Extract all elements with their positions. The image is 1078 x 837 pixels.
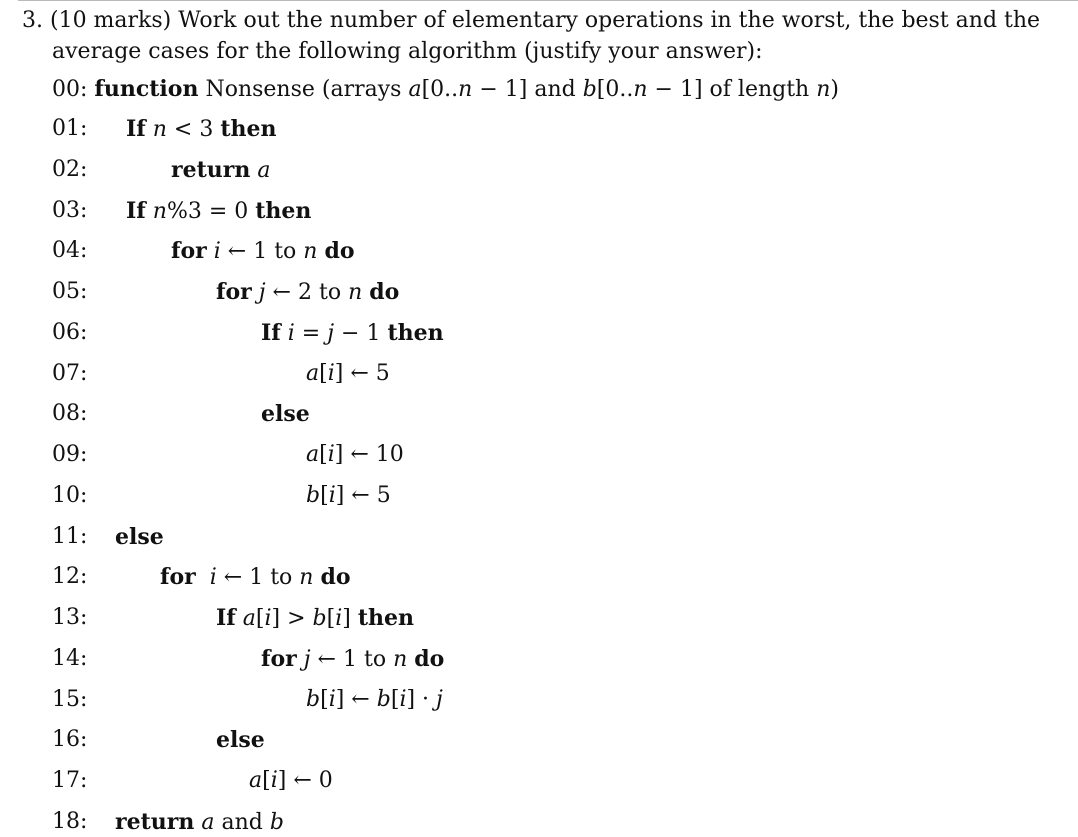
code-token: i: [328, 687, 336, 712]
code-token: then: [255, 198, 312, 224]
line-number: 02:: [52, 157, 88, 182]
code-token: [0..: [421, 77, 459, 102]
code-token: ← 1 to: [220, 239, 304, 264]
code-token: b: [306, 687, 321, 712]
line-number: 15:: [52, 687, 88, 712]
line-number: 17:: [52, 768, 88, 793]
code-statement: [249, 767, 333, 795]
code-token: then: [220, 116, 277, 142]
code-token: [: [326, 606, 336, 631]
code-token: [146, 117, 153, 142]
code-token: n: [299, 565, 314, 590]
code-token: − 1: [334, 321, 388, 346]
line-number: 11:: [52, 524, 88, 549]
code-token: i: [270, 768, 278, 793]
code-statement: [306, 686, 443, 714]
code-token: [207, 239, 214, 264]
code-token: function: [94, 76, 199, 102]
code-token: i: [209, 565, 217, 590]
code-statement: [126, 197, 311, 226]
code-token: ): [830, 77, 839, 102]
code-token: for: [160, 564, 196, 590]
code-token: j: [327, 321, 335, 346]
code-token: a: [249, 768, 263, 793]
code-token: If: [126, 198, 146, 224]
code-token: i: [335, 606, 343, 631]
code-token: do: [414, 646, 445, 672]
code-statement: [115, 808, 284, 837]
code-token: ] ← 5: [334, 361, 390, 386]
code-token: [196, 565, 210, 590]
code-token: [: [262, 768, 271, 793]
code-token: If: [126, 116, 146, 142]
code-token: i: [264, 606, 272, 631]
code-statement: [261, 645, 444, 674]
line-number: 03:: [52, 198, 88, 223]
code-token: do: [324, 238, 355, 264]
code-token: ] >: [271, 606, 313, 631]
code-token: i: [213, 239, 221, 264]
code-token: ] ← 10: [334, 442, 404, 467]
code-token: i: [399, 687, 407, 712]
question-line-1: 3. (10 marks) Work out the number of elementary operations in the worst, the best and the: [22, 8, 1041, 33]
code-statement: [306, 441, 404, 469]
code-token: [: [255, 606, 265, 631]
question-prompt: [22, 5, 1062, 67]
code-token: n: [152, 199, 167, 224]
code-token: [: [320, 483, 329, 508]
line-number: 05:: [52, 279, 88, 304]
code-token: b: [269, 810, 284, 835]
code-statement: [306, 482, 391, 510]
code-token: b: [306, 483, 321, 508]
code-token: then: [387, 320, 444, 346]
code-statement: [306, 360, 390, 388]
line-number: 14:: [52, 646, 88, 671]
line-number: 10:: [52, 483, 88, 508]
code-token: [252, 280, 259, 305]
line-number: 13:: [52, 605, 88, 630]
code-token: do: [369, 279, 400, 305]
code-token: return: [171, 157, 251, 183]
code-token: a: [306, 361, 320, 386]
line-number: 00:: [52, 77, 88, 102]
code-token: [0..: [596, 77, 634, 102]
code-token: j: [436, 687, 443, 712]
line-number: 07:: [52, 361, 88, 386]
code-token: for: [171, 238, 207, 264]
code-token: else: [216, 727, 265, 753]
code-token: [146, 199, 153, 224]
code-token: [: [390, 687, 400, 712]
function-signature: [52, 75, 839, 104]
code-token: [: [320, 687, 329, 712]
code-token: n: [458, 77, 473, 102]
code-statement: [171, 156, 270, 185]
code-token: n: [303, 239, 318, 264]
code-token: b: [312, 606, 327, 631]
code-statement: [126, 115, 277, 144]
line-number: 01:: [52, 116, 88, 141]
code-token: [: [319, 361, 328, 386]
code-token: i: [328, 483, 336, 508]
code-token: ] ← 5: [335, 483, 391, 508]
code-token: %3 = 0: [166, 199, 256, 224]
code-token: [: [319, 442, 328, 467]
code-token: n: [393, 647, 408, 672]
top-rule: [18, 0, 1078, 1]
code-token: n: [348, 280, 363, 305]
code-token: [281, 321, 288, 346]
code-token: a: [242, 606, 256, 631]
code-token: j: [303, 647, 311, 672]
line-number: 18:: [52, 809, 88, 834]
line-number: 12:: [52, 564, 88, 589]
code-statement: [115, 523, 164, 552]
code-token: a: [201, 810, 215, 835]
code-token: − 1] of length: [647, 77, 817, 102]
line-number: 16:: [52, 727, 88, 752]
code-token: return: [115, 809, 195, 835]
code-token: i: [327, 442, 335, 467]
code-token: If: [261, 320, 281, 346]
code-token: Nonsense (arrays: [198, 77, 409, 102]
code-token: n: [816, 77, 831, 102]
code-statement: [171, 237, 355, 266]
line-number: 04:: [52, 238, 88, 263]
signature-text: [87, 77, 839, 102]
line-number: 06:: [52, 320, 88, 345]
code-token: ] ←: [335, 687, 377, 712]
code-token: a: [408, 77, 422, 102]
code-token: and: [214, 810, 270, 835]
code-statement: [261, 319, 444, 348]
code-token: ← 2 to: [265, 280, 349, 305]
code-token: n: [633, 77, 648, 102]
code-token: If: [216, 605, 236, 631]
code-token: =: [294, 321, 328, 346]
code-statement: [160, 563, 351, 592]
question-line-2: average cases for the following algorithm (justify your answer):: [52, 39, 763, 64]
code-token: a: [306, 442, 320, 467]
code-statement: [216, 726, 265, 755]
code-token: ← 1 to: [310, 647, 394, 672]
code-token: for: [216, 279, 252, 305]
code-token: for: [261, 646, 297, 672]
code-token: do: [320, 564, 351, 590]
code-statement: [216, 278, 399, 307]
code-statement: [261, 400, 310, 429]
code-token: ← 1 to: [216, 565, 300, 590]
code-token: b: [376, 687, 391, 712]
code-token: i: [287, 321, 295, 346]
code-token: − 1] and: [472, 77, 583, 102]
code-statement: [216, 604, 414, 633]
code-token: then: [357, 605, 415, 631]
code-token: b: [582, 77, 597, 102]
code-token: [236, 606, 243, 631]
line-number: 09:: [52, 442, 88, 467]
code-token: i: [327, 361, 335, 386]
line-number: 08:: [52, 401, 88, 426]
code-token: ] ·: [406, 687, 437, 712]
code-token: [297, 647, 304, 672]
code-token: ]: [342, 606, 358, 631]
code-token: else: [115, 524, 164, 550]
code-token: n: [152, 117, 167, 142]
code-token: ] ← 0: [277, 768, 333, 793]
code-token: a: [257, 158, 271, 183]
code-token: j: [258, 280, 266, 305]
code-token: < 3: [166, 117, 221, 142]
code-token: else: [261, 401, 310, 427]
